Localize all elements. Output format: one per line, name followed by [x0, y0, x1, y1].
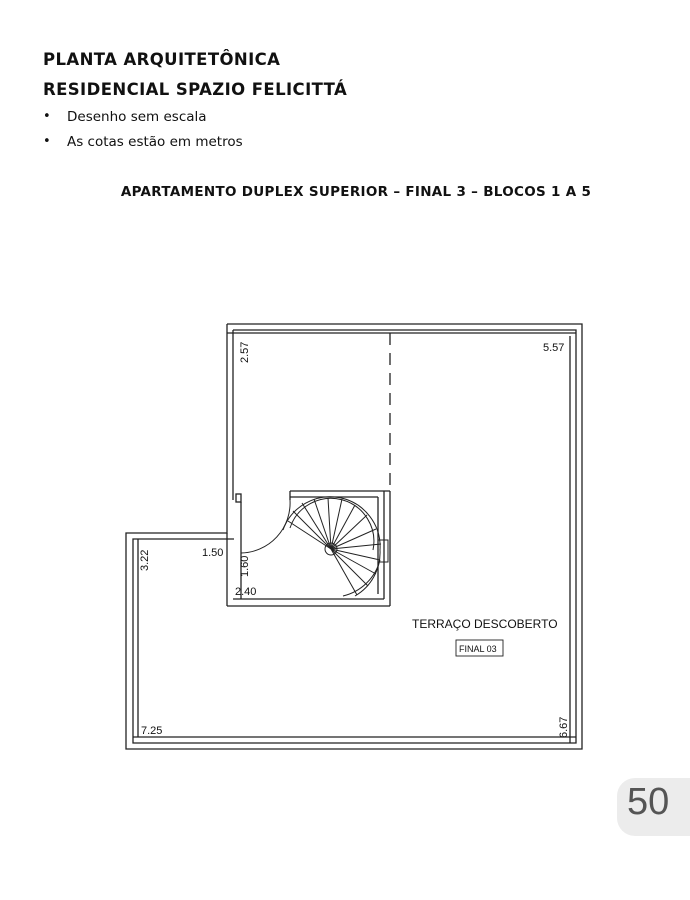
dim-upper-room-width: 5.57: [543, 342, 565, 354]
page-number: 50: [627, 781, 670, 823]
outer-walls: [126, 324, 582, 749]
note-text: As cotas estão em metros: [67, 134, 243, 150]
dim-upper-room-height: 2.57: [239, 341, 251, 363]
dim-terrace-height: 6.67: [558, 716, 570, 738]
room-label: TERRAÇO DESCOBERTO: [412, 617, 558, 631]
spiral-staircase: [283, 497, 388, 596]
bullet-icon: •: [43, 109, 51, 124]
plan-caption: APARTAMENTO DUPLEX SUPERIOR – FINAL 3 – BLOCOS 1 A 5: [120, 184, 592, 200]
dim-left-wing-width: 1.50: [202, 547, 224, 559]
dim-stair-width: 2.40: [235, 586, 257, 598]
document-title: PLANTA ARQUITETÔNICA: [43, 50, 281, 69]
unit-tag: FINAL 03: [459, 644, 497, 654]
door-swing: [241, 500, 290, 553]
dim-stair-height: 1.60: [239, 555, 251, 577]
bullet-icon: •: [43, 134, 51, 149]
note-text: Desenho sem escala: [67, 109, 207, 125]
dim-terrace-width: 7.25: [141, 725, 163, 737]
document-subtitle: RESIDENCIAL SPAZIO FELICITTÁ: [43, 80, 348, 99]
dim-left-wing-height: 3.22: [139, 549, 151, 571]
